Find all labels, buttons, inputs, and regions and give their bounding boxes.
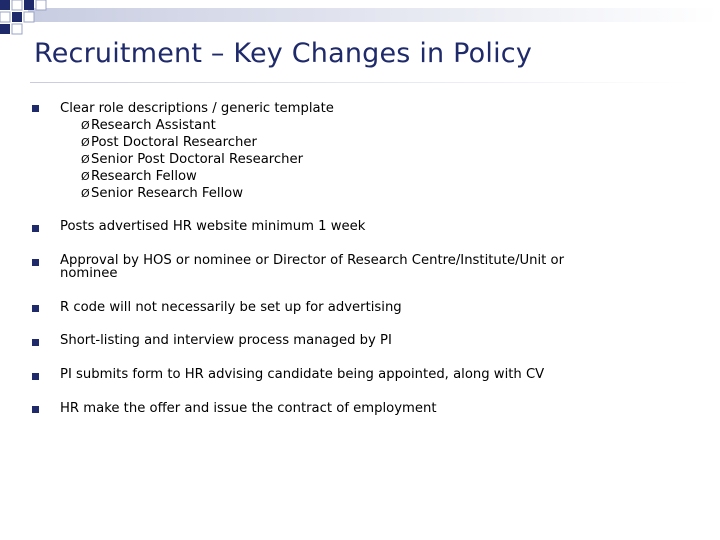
bullet-text: PI submits form to HR advising candidate being appointed, along with CV	[60, 367, 545, 382]
sub-item-text: Senior Post Doctoral Researcher	[91, 152, 304, 167]
bullet-text: HR make the offer and issue the contract of employment	[60, 401, 437, 416]
bullet-text: Short-listing and interview process managed by PI	[60, 333, 392, 348]
arrow-icon: Ø	[81, 170, 90, 183]
sub-item	[81, 187, 243, 201]
sub-item-text: Research Assistant	[91, 118, 216, 133]
bullet-text: Clear role descriptions / generic template	[60, 101, 334, 116]
decorative-squares-header	[0, 0, 720, 40]
bullet-text: R code will not necessarily be set up for advertising	[60, 300, 402, 315]
bullet-text-continued: nominee	[60, 266, 118, 281]
bullet-text: Approval by HOS or nominee or Director of Research Centre/Institute/Unit or	[60, 253, 565, 268]
sub-item	[81, 153, 303, 167]
arrow-icon: Ø	[81, 187, 90, 200]
arrow-icon: Ø	[81, 136, 90, 149]
bullet-marker	[32, 105, 39, 112]
arrow-icon: Ø	[81, 153, 90, 166]
sub-item-text: Research Fellow	[91, 169, 197, 184]
sub-item-text: Post Doctoral Researcher	[91, 135, 257, 150]
bullet-marker	[32, 373, 39, 380]
arrow-icon: Ø	[81, 119, 90, 132]
bullet-marker	[32, 259, 39, 266]
sub-item	[81, 170, 197, 184]
bullet-marker	[32, 339, 39, 346]
sub-item	[81, 136, 257, 150]
sub-item	[81, 119, 216, 133]
slide-title: Recruitment – Key Changes in Policy	[34, 38, 532, 69]
bullet-marker	[32, 406, 39, 413]
bullet-marker	[32, 225, 39, 232]
bullet-text: Posts advertised HR website minimum 1 week	[60, 219, 366, 234]
bullet-marker	[32, 305, 39, 312]
sub-item-text: Senior Research Fellow	[91, 186, 244, 201]
title-divider	[30, 82, 690, 83]
